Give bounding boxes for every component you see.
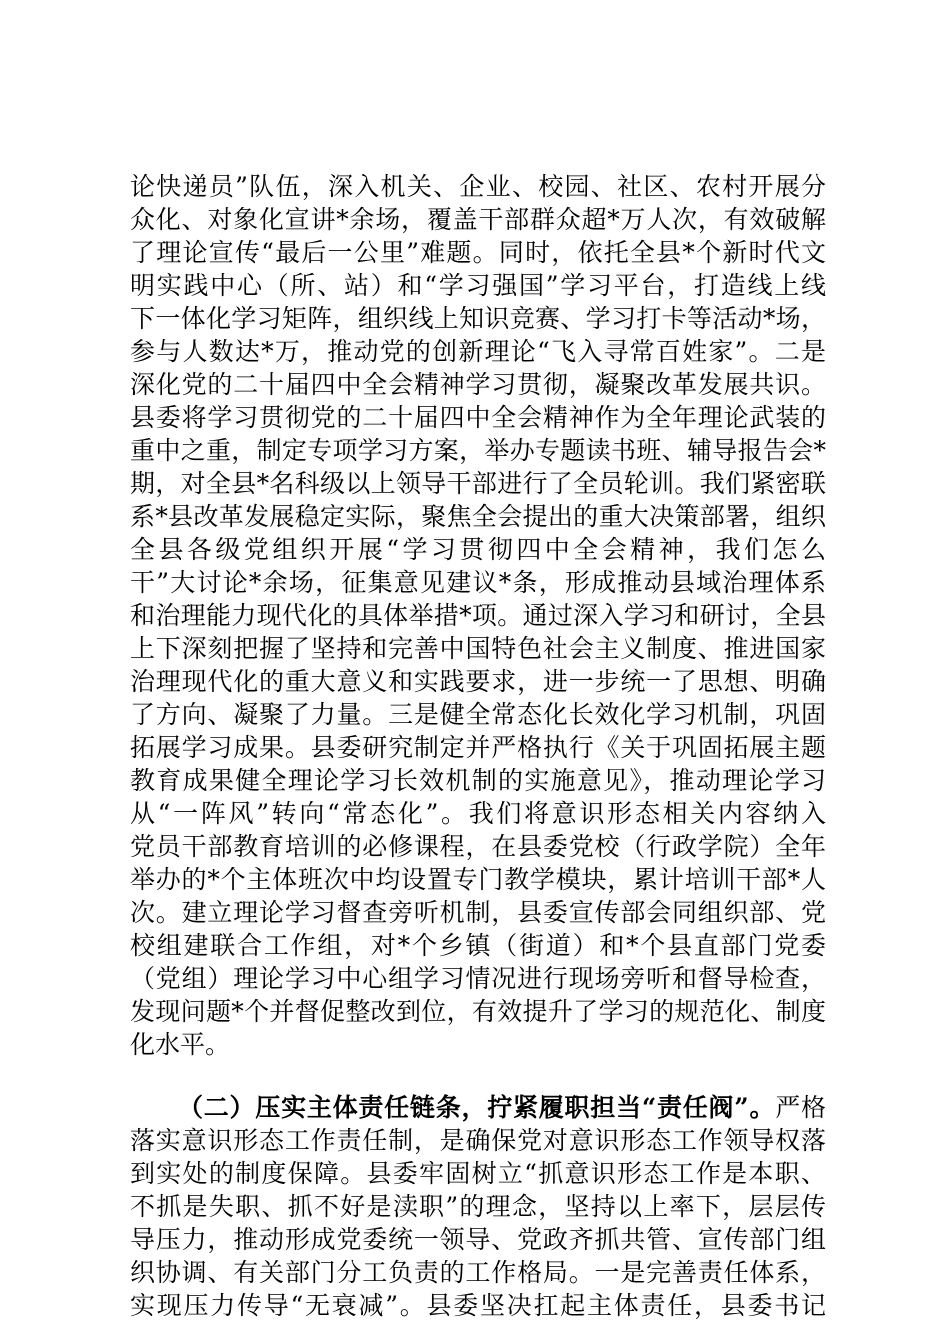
text-line: 期，对全县*名科级以上领导干部进行了全员轮训。我们紧密联 [130,469,826,498]
text-line: 党员干部教育培训的必修课程，在县委党校（行政学院）全年 [130,832,826,861]
text-line: 县委将学习贯彻党的二十届四中全会精神作为全年理论武装的 [130,403,826,432]
text-line: 明实践中心（所、站）和“学习强国”学习平台，打造线上线 [130,271,826,300]
text-line: 干”大讨论*余场，征集意见建议*条，形成推动县域治理体系 [130,568,826,597]
text-line: 到实处的制度保障。县委牢固树立“抓意识形态工作是本职、 [130,1159,826,1188]
text-line: 论快递员”队伍，深入机关、企业、校园、社区、农村开展分 [130,172,826,201]
section-heading: （二）压实主体责任链条，拧紧履职担当“责任阀”。 [178,1093,776,1122]
paragraph-1 [130,170,826,1061]
text-line: 深化党的二十届四中全会精神学习贯彻，凝聚改革发展共识。 [130,370,826,399]
text-line: 从“一阵风”转向“常态化”。我们将意识形态相关内容纳入 [130,799,826,828]
text-line: 治理现代化的重大意义和实践要求，进一步统一了思想、明确 [130,667,826,696]
text-line: 化水平。 [130,1030,231,1059]
text-line: 拓展学习成果。县委研究制定并严格执行《关于巩固拓展主题 [130,733,826,762]
text-line: 实现压力传导“无衰减”。县委坚决扛起主体责任，县委书记 [130,1291,826,1320]
text-line: 参与人数达*万，推动党的创新理论“飞入寻常百姓家”。二是 [130,337,826,366]
text-line: 重中之重，制定专项学习方案，举办专题读书班、辅导报告会* [130,436,826,465]
text-line: 了理论宣传“最后一公里”难题。同时，依托全县*个新时代文 [130,238,826,267]
text-line: 导压力，推动形成党委统一领导、党政齐抓共管、宣传部门组 [130,1225,826,1254]
text-line: 次。建立理论学习督查旁听机制，县委宣传部会同组织部、党 [130,898,826,927]
text-line: （党组）理论学习中心组学习情况进行现场旁听和督导检查， [130,964,826,993]
document-body [130,170,826,1322]
text-line: 下一体化学习矩阵，组织线上知识竞赛、学习打卡等活动*场， [130,304,826,333]
text-line: 不抓是失职、抓不好是渎职”的理念，坚持以上率下，层层传 [130,1192,826,1221]
paragraph-2 [130,1091,826,1322]
text-line: 了方向、凝聚了力量。三是健全常态化长效化学习机制，巩固 [130,700,826,729]
text-line: 举办的*个主体班次中均设置专门教学模块，累计培训干部*人 [130,865,826,894]
text-line: 全县各级党组织开展“学习贯彻四中全会精神，我们怎么 [130,535,826,564]
text-line: 和治理能力现代化的具体举措*项。通过深入学习和研讨，全县 [130,601,826,630]
section-heading-line [130,1091,826,1124]
text-line: 系*县改革发展稳定实际，聚焦全会提出的重大决策部署，组织 [130,502,826,531]
text-line: 校组建联合工作组，对*个乡镇（街道）和*个县直部门党委 [130,931,826,960]
paragraph-gap [130,1061,826,1091]
text-line: 织协调、有关部门分工负责的工作格局。一是完善责任体系， [130,1258,826,1287]
text-line: 上下深刻把握了坚持和完善中国特色社会主义制度、推进国家 [130,634,826,663]
text-line: 落实意识形态工作责任制，是确保党对意识形态工作领导权落 [130,1126,826,1155]
heading-line-text: 严格 [775,1093,826,1122]
text-line: 教育成果健全理论学习长效机制的实施意见》，推动理论学习 [130,766,826,795]
text-line: 众化、对象化宣讲*余场，覆盖干部群众超*万人次，有效破解 [130,205,826,234]
text-line: 发现问题*个并督促整改到位，有效提升了学习的规范化、制度 [130,997,826,1026]
